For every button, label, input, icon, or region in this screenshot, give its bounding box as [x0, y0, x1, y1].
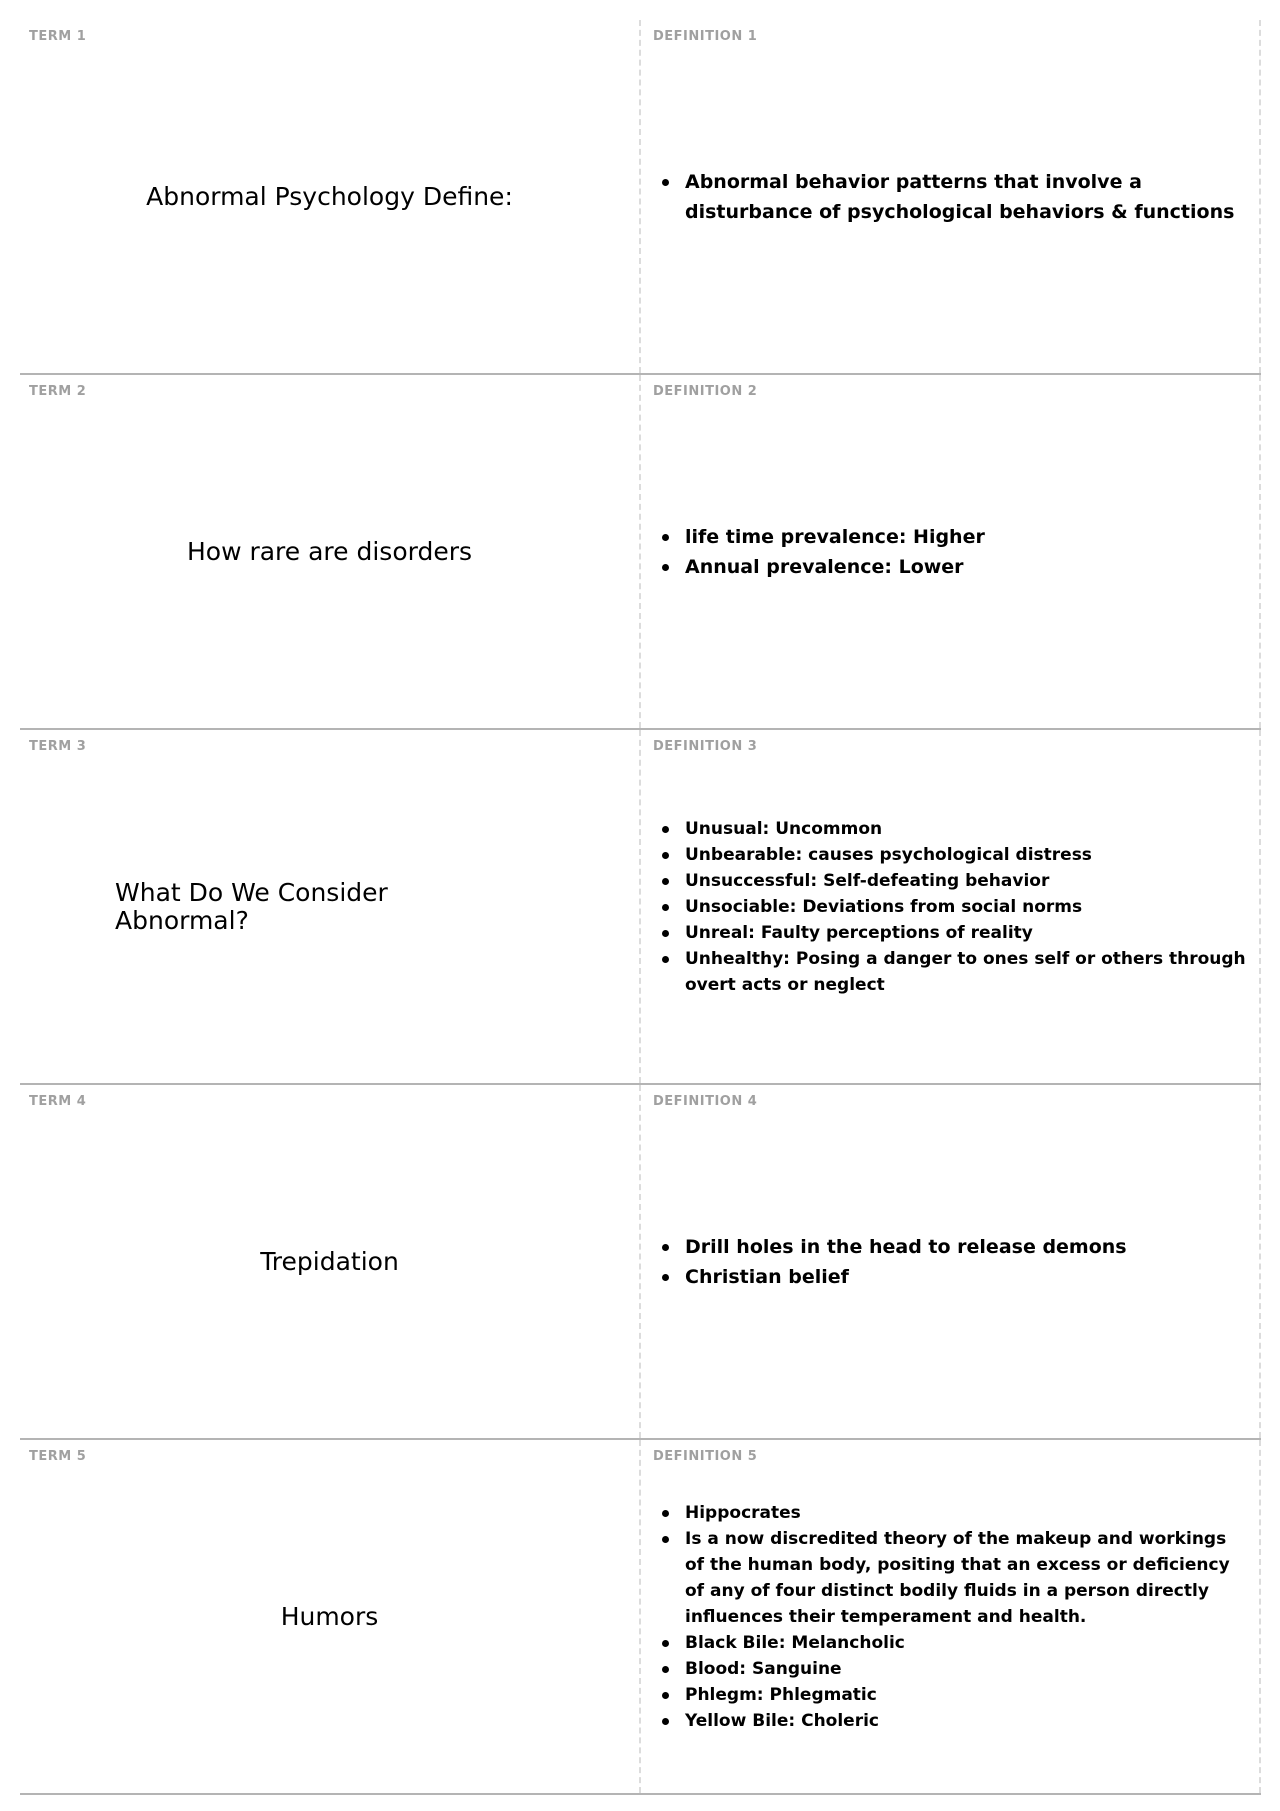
definition-label: DEFINITION 5 — [653, 1449, 758, 1464]
definition-item: Phlegm: Phlegmatic — [653, 1682, 1249, 1708]
definition-item: Unsociable: Deviations from social norms — [653, 894, 1249, 920]
term-cell — [20, 375, 641, 728]
term-cell — [20, 730, 641, 1083]
term-text: How rare are disorders — [186, 536, 473, 566]
term-label: TERM 3 — [29, 739, 87, 754]
definition-item: Hippocrates — [653, 1500, 1249, 1526]
term-cell — [20, 20, 641, 373]
definition-item: Unhealthy: Posing a danger to ones self or others through overt acts or neglect — [653, 946, 1249, 998]
definition-item: Unsuccessful: Self-defeating behavior — [653, 868, 1249, 894]
definition-item: Black Bile: Melancholic — [653, 1630, 1249, 1656]
term-text: Trepidation — [260, 1246, 399, 1276]
definition-cell — [641, 20, 1261, 373]
definition-list — [653, 816, 1249, 998]
definition-item: Christian belief — [653, 1262, 1249, 1292]
definition-item: Is a now discredited theory of the makeup and workings of the human body, positing that an excess or deficiency of any of four distinct bodily fluids in a person directly influences their temperament and health. — [653, 1526, 1249, 1630]
definition-item: Drill holes in the head to release demons — [653, 1232, 1249, 1262]
definition-cell — [641, 1085, 1261, 1438]
definition-item: Blood: Sanguine — [653, 1656, 1249, 1682]
definition-item: Yellow Bile: Choleric — [653, 1708, 1249, 1734]
flashcard-row — [20, 20, 1261, 375]
flashcard-row — [20, 730, 1261, 1085]
definition-cell — [641, 375, 1261, 728]
definition-label: DEFINITION 3 — [653, 739, 758, 754]
definition-cell — [641, 1440, 1261, 1793]
term-label: TERM 5 — [29, 1449, 87, 1464]
definition-label: DEFINITION 2 — [653, 384, 758, 399]
definition-label: DEFINITION 4 — [653, 1094, 758, 1109]
term-cell — [20, 1085, 641, 1438]
definition-item: Abnormal behavior patterns that involve a disturbance of psychological behaviors & functions — [653, 167, 1249, 227]
flashcard-row — [20, 1440, 1261, 1795]
definition-label: DEFINITION 1 — [653, 29, 758, 44]
flashcard-sheet — [20, 20, 1261, 1795]
flashcard-row — [20, 1085, 1261, 1440]
term-label: TERM 2 — [29, 384, 87, 399]
definition-item: Unusual: Uncommon — [653, 816, 1249, 842]
definition-list — [653, 167, 1249, 227]
definition-cell — [641, 730, 1261, 1083]
term-text: Abnormal Psychology Define: — [146, 181, 513, 211]
definition-list — [653, 1500, 1249, 1734]
term-text: Humors — [280, 1601, 379, 1631]
flashcard-row — [20, 375, 1261, 730]
definition-item: Unbearable: causes psychological distress — [653, 842, 1249, 868]
term-label: TERM 4 — [29, 1094, 87, 1109]
term-text: What Do We Consider Abnormal? — [115, 877, 388, 935]
definition-item: Annual prevalence: Lower — [653, 552, 1249, 582]
definition-item: life time prevalence: Higher — [653, 522, 1249, 552]
definition-list — [653, 1232, 1249, 1292]
definition-list — [653, 522, 1249, 582]
term-label: TERM 1 — [29, 29, 87, 44]
definition-item: Unreal: Faulty perceptions of reality — [653, 920, 1249, 946]
term-cell — [20, 1440, 641, 1793]
